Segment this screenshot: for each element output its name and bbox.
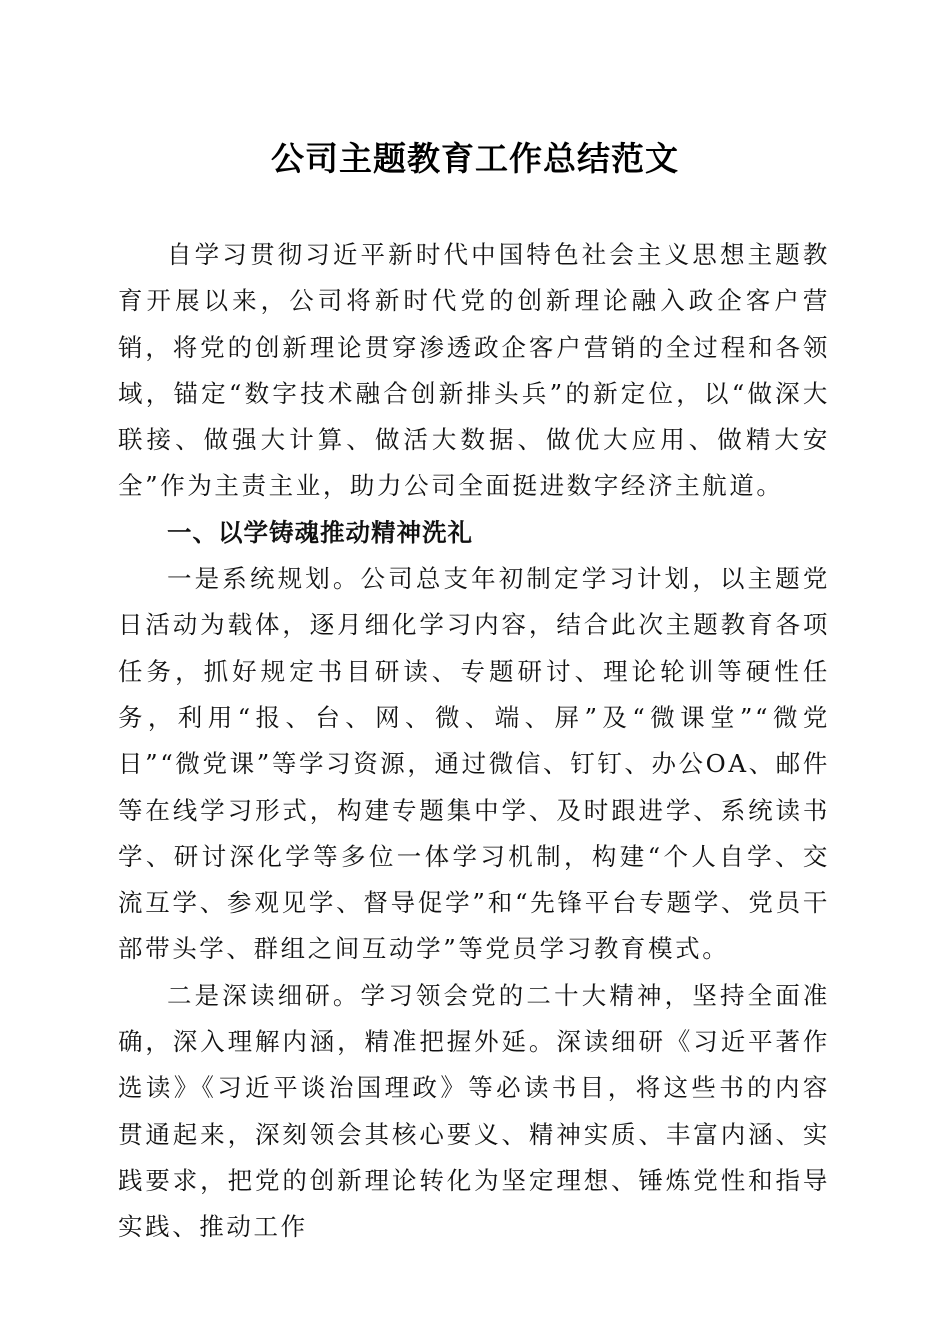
point-paragraph-1 (118, 556, 830, 973)
point-text-2: 学习领会党的二十大精神，坚持全面准确，深入理解内涵，精准把握外延。深读细研《习近平著作选读》《习近平谈治国理政》等必读书目，将这些书的内容贯通起来，深刻领会其核心要义、精神实质、丰富内涵、实践要求，把党的创新理论转化为坚定理想、锤炼党性和指导实践、推动工作 (118, 980, 831, 1242)
document-body (118, 232, 830, 1251)
point-lead-2: 二是深读细研。 (167, 980, 361, 1010)
document-title: 公司主题教育工作总结范文 (271, 139, 679, 178)
intro-paragraph: 自学习贯彻习近平新时代中国特色社会主义思想主题教育开展以来，公司将新时代党的创新理论融入政企客户营销，将党的创新理论贯穿渗透政企客户营销的全过程和各领域，锚定“数字技术融合创新排头兵”的新定位，以“做深大联接、做强大计算、做活大数据、做优大应用、做精大安全”作为主责主业，助力公司全面挺进数字经济主航道。 (118, 240, 830, 501)
section-heading: 一、以学铸魂推动精神洗礼 (167, 517, 473, 547)
point-lead-1: 一是系统规划。 (167, 564, 361, 594)
point-paragraph-2 (118, 973, 830, 1251)
point-text-1: 公司总支年初制定学习计划，以主题党日活动为载体，逐月细化学习内容，结合此次主题教育各项任务，抓好规定书目研读、专题研讨、理论轮训等硬性任务，利用“报、台、网、微、端、屏”及“微课堂”“微党日”“微党课”等学习资源，通过微信、钉钉、办公OA、邮件等在线学习形式，构建专题集中学、及时跟进学、系统读书学、研讨深化学等多位一体学习机制，构建“个人自学、交流互学、参观见学、督导促学”和“先锋平台专题学、党员干部带头学、群组之间互动学”等党员学习教育模式。 (118, 564, 831, 964)
